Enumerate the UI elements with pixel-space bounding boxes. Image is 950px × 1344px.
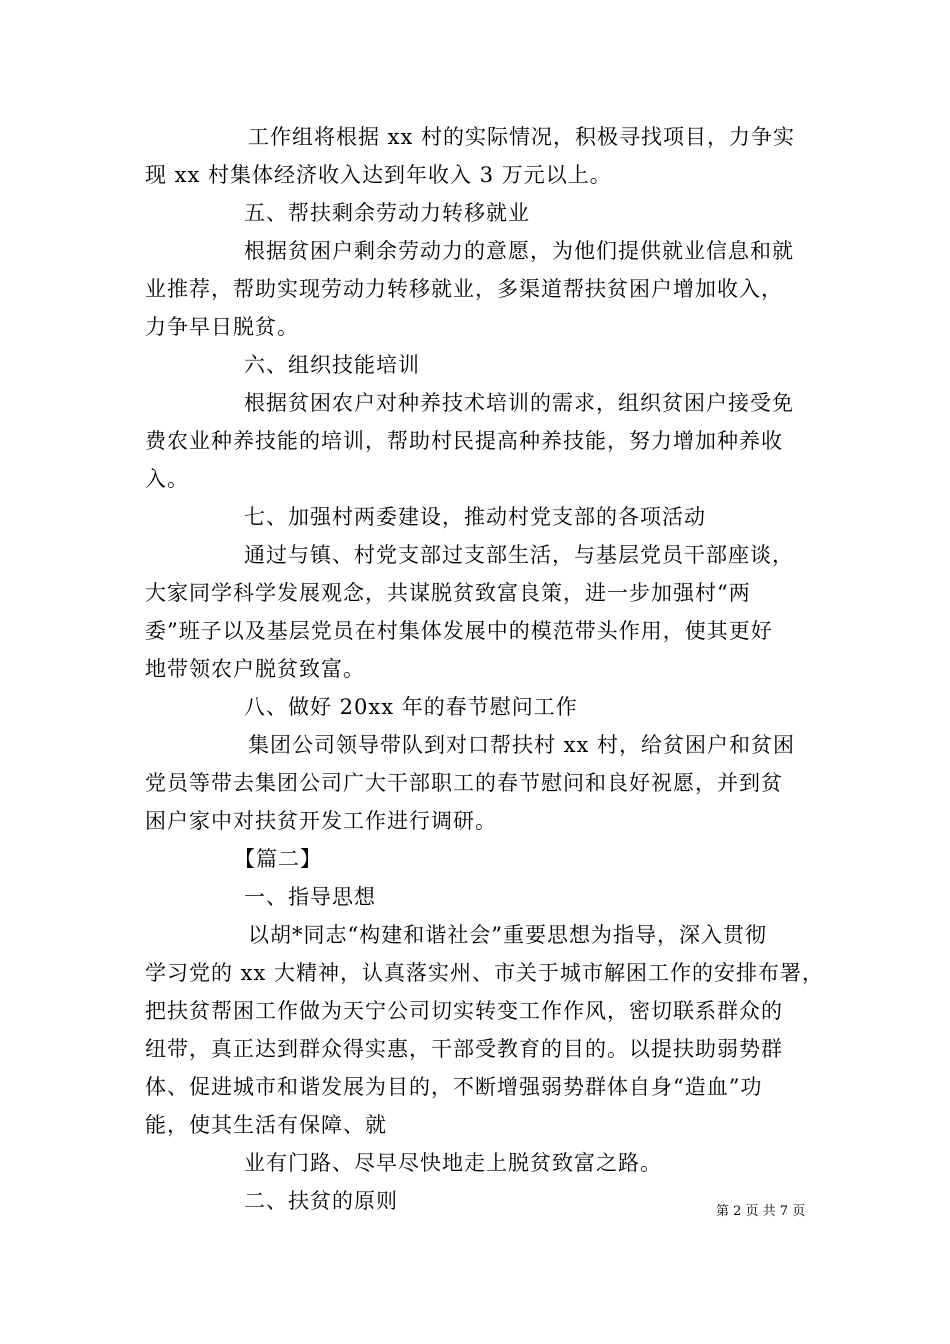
paragraph-line: 工作组将根据 xx 村的实际情况，积极寻找项目，力争实	[248, 125, 796, 149]
paragraph-line: 根据贫困户剩余劳动力的意愿，为他们提供就业信息和就	[244, 239, 794, 263]
section-heading: 二、扶贫的原则	[244, 1189, 398, 1213]
paragraph-line: 纽带，真正达到群众得实惠，干部受教育的目的。以提扶助弱势群	[145, 1037, 783, 1061]
paragraph-line: 以胡*同志“构建和谐社会”重要思想为指导，深入贯彻	[248, 923, 767, 947]
paragraph-line: 集团公司领导带队到对口帮扶村 xx 村，给贫困户和贫困	[248, 733, 796, 757]
section-heading: 五、帮扶剩余劳动力转移就业	[244, 201, 530, 225]
paragraph-line: 费农业种养技能的培训，帮助村民提高种养技能，努力增加种养收	[145, 429, 783, 453]
paragraph-line: 力争早日脱贫。	[145, 315, 299, 339]
paragraph-line: 困户家中对扶贫开发工作进行调研。	[145, 809, 497, 833]
paragraph-line: 党员等带去集团公司广大干部职工的春节慰问和良好祝愿，并到贫	[145, 771, 783, 795]
paragraph-line: 业推荐，帮助实现劳动力转移就业，多渠道帮扶贫困户增加收入，	[145, 277, 783, 301]
section-heading: 七、加强村两委建设，推动村党支部的各项活动	[244, 505, 706, 529]
paragraph-line: 学习党的 xx 大精神，认真落实州、市关于城市解困工作的安排布署，	[145, 961, 825, 985]
paragraph-line: 入。	[145, 467, 189, 491]
paragraph-line: 根据贫困农户对种养技术培训的需求，组织贫困户接受免	[244, 391, 794, 415]
section-heading: 六、组织技能培训	[244, 353, 420, 377]
paragraph-line: 业有门路、尽早尽快地走上脱贫致富之路。	[244, 1151, 662, 1175]
paragraph-line: 通过与镇、村党支部过支部生活，与基层党员干部座谈，	[244, 543, 794, 567]
paragraph-line: 地带领农户脱贫致富。	[145, 657, 365, 681]
part-heading: 【篇二】	[234, 847, 322, 871]
paragraph-line: 大家同学科学发展观念，共谋脱贫致富良策，进一步加强村“两	[145, 581, 751, 605]
paragraph-line: 委”班子以及基层党员在村集体发展中的模范带头作用，使其更好	[145, 619, 773, 643]
paragraph-line: 把扶贫帮困工作做为天宁公司切实转变工作作风，密切联系群众的	[145, 999, 783, 1023]
paragraph-line: 体、促进城市和谐发展为目的，不断增强弱势群体自身“造血”功	[145, 1075, 763, 1099]
section-heading: 八、做好 20xx 年的春节慰问工作	[244, 695, 578, 719]
section-heading: 一、指导思想	[244, 885, 376, 909]
page-number-footer: 第 2 页 共 7 页	[716, 1204, 806, 1219]
paragraph-line: 现 xx 村集体经济收入达到年收入 3 万元以上。	[145, 163, 612, 187]
paragraph-line: 能，使其生活有保障、就	[145, 1113, 387, 1137]
